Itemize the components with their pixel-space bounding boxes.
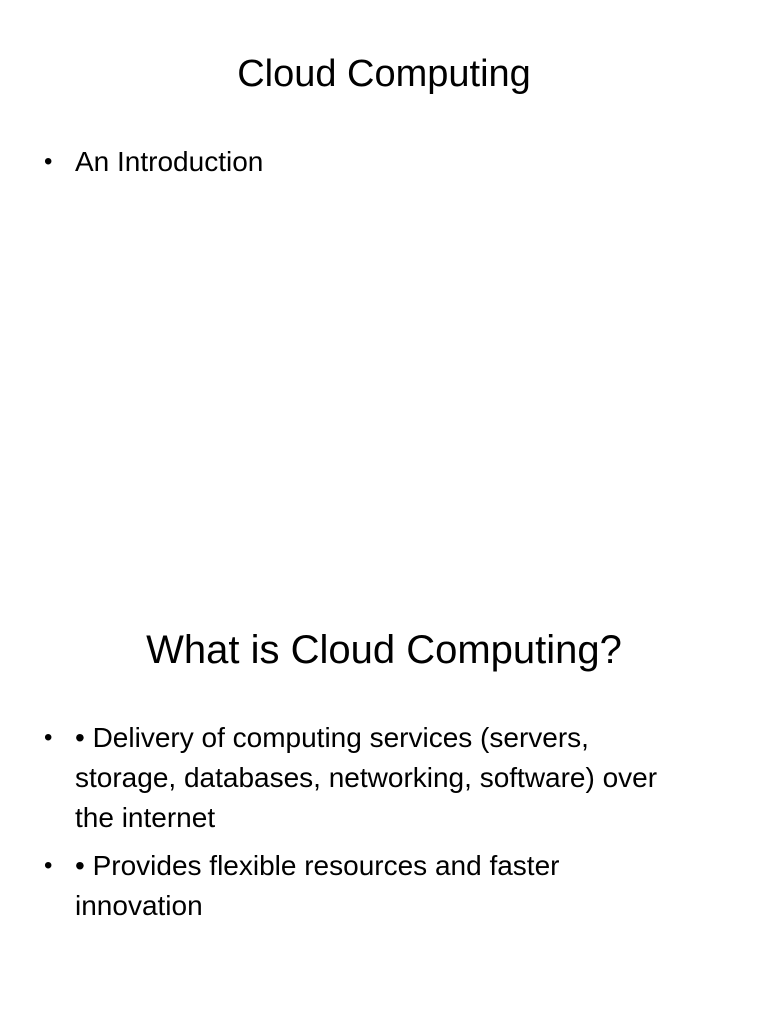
slide-1-bullet-1 (44, 142, 684, 182)
slide-1-bullet-1-text: An Introduction (75, 146, 264, 177)
slide-2 (0, 576, 768, 1024)
slide-2-title: What is Cloud Computing? (146, 628, 622, 672)
slide-2-bullet-2 (44, 846, 684, 926)
slide-2-bullet-list (44, 718, 684, 934)
slide-2-bullet-1 (44, 718, 684, 838)
slide-1-bullet-list (44, 142, 684, 190)
bullet-icon: • (44, 148, 53, 175)
slide-2-bullet-1-text: • Delivery of computing services (servers, storage, databases, networking, software) over the internet (75, 722, 658, 833)
slide-2-bullet-2-text: • Provides flexible resources and faster innovation (75, 850, 560, 921)
bullet-icon: • (44, 852, 53, 879)
bullet-icon: • (44, 724, 53, 751)
slide-1-title: Cloud Computing (237, 53, 531, 95)
